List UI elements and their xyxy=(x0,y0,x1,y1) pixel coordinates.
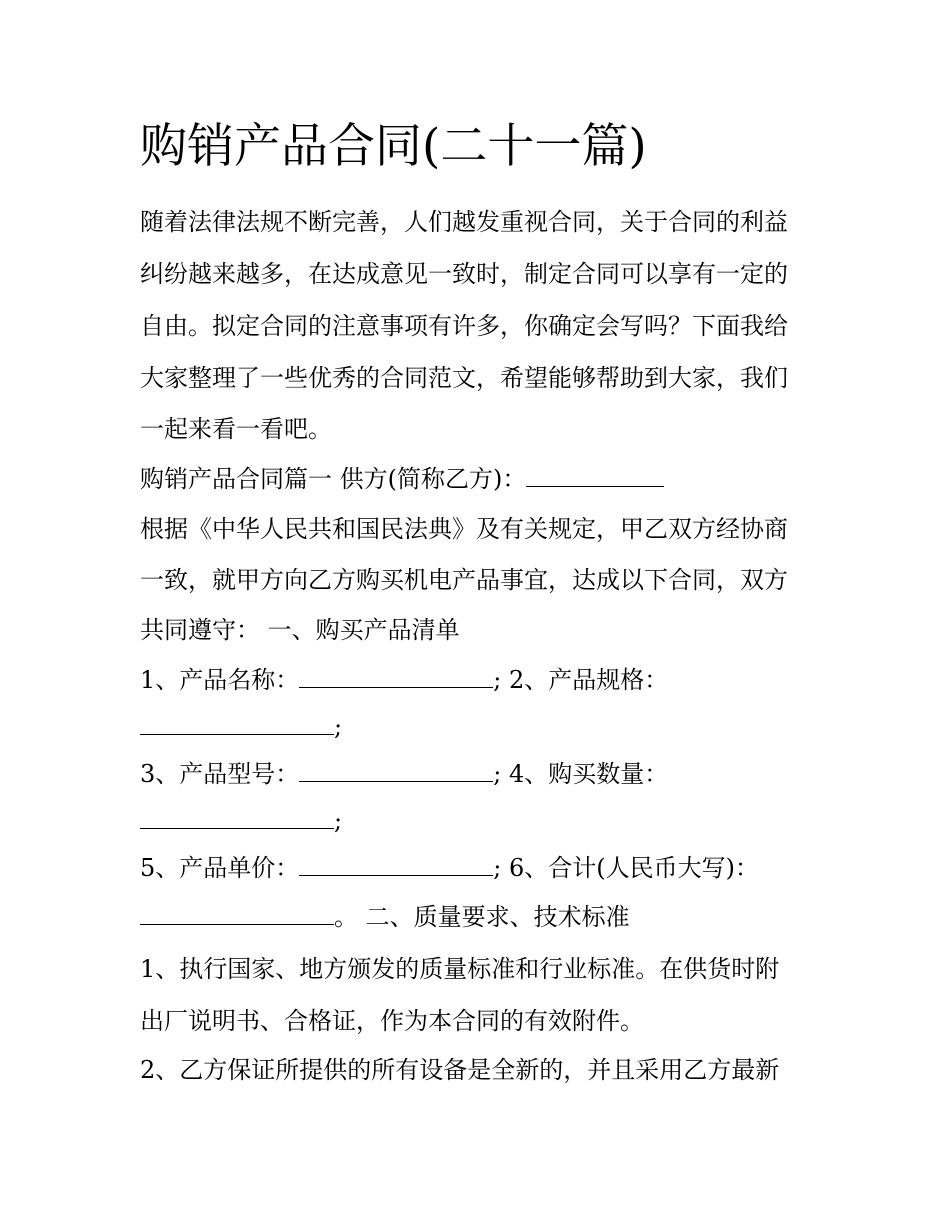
basis-line-1: 根据《中华人民共和国民法典》及有关规定，甲乙双方经协商 xyxy=(140,515,788,543)
basis-line-2: 一致，就甲方向乙方购买机电产品事宜，达成以下合同，双方 xyxy=(140,566,788,594)
basis-line-3: 共同遵守： 一、购买产品清单 xyxy=(140,616,460,644)
product-name-blank xyxy=(299,665,493,688)
total-amount-label: 6、合计(人民币大写)： xyxy=(509,854,760,882)
period: 。 xyxy=(334,903,358,931)
document-title: 购销产品合同(二十一篇) xyxy=(140,119,647,174)
product-model-blank xyxy=(299,759,493,782)
unit-price-blank xyxy=(299,853,493,876)
items-line-6 xyxy=(140,900,630,934)
intro-line-4: 大家整理了一些优秀的合同范文，希望能够帮助到大家，我们 xyxy=(140,364,788,392)
items-line-5 xyxy=(140,851,759,885)
intro-line-5: 一起来看一看吧。 xyxy=(140,415,332,443)
separator: ; xyxy=(493,854,502,882)
product-spec-blank xyxy=(140,712,334,735)
product-model-label: 3、产品型号： xyxy=(140,760,300,788)
contract-heading xyxy=(140,462,664,496)
contract-heading-text: 购销产品合同篇一 供方(简称乙方)： xyxy=(140,465,527,493)
unit-price-label: 5、产品单价： xyxy=(140,854,300,882)
separator: ; xyxy=(493,666,502,694)
quality-line-1: 1、执行国家、地方颁发的质量标准和行业标准。在供货时附 xyxy=(140,955,780,983)
separator: ; xyxy=(493,760,502,788)
intro-line-1: 随着法律法规不断完善，人们越发重视合同，关于合同的利益 xyxy=(140,208,788,236)
purchase-quantity-blank xyxy=(140,806,334,829)
items-line-4 xyxy=(140,804,342,838)
supplier-blank xyxy=(526,464,664,487)
quality-line-3: 2、乙方保证所提供的所有设备是全新的，并且采用乙方最新 xyxy=(140,1056,780,1084)
intro-line-2: 纠纷越来越多，在达成意见一致时，制定合同可以享有一定的 xyxy=(140,260,788,288)
section-2-title: 二、质量要求、技术标准 xyxy=(358,903,630,931)
separator: ; xyxy=(334,807,343,835)
items-line-1 xyxy=(140,663,668,697)
items-line-2 xyxy=(140,710,342,744)
product-name-label: 1、产品名称： xyxy=(140,666,300,694)
product-spec-label: 2、产品规格： xyxy=(509,666,669,694)
quality-line-2: 出厂说明书、合格证，作为本合同的有效附件。 xyxy=(140,1007,644,1035)
purchase-quantity-label: 4、购买数量： xyxy=(509,760,669,788)
intro-line-3: 自由。拟定合同的注意事项有许多，你确定会写吗？下面我给 xyxy=(140,312,788,340)
total-amount-blank xyxy=(140,902,334,925)
items-line-3 xyxy=(140,757,668,791)
separator: ; xyxy=(334,713,343,741)
